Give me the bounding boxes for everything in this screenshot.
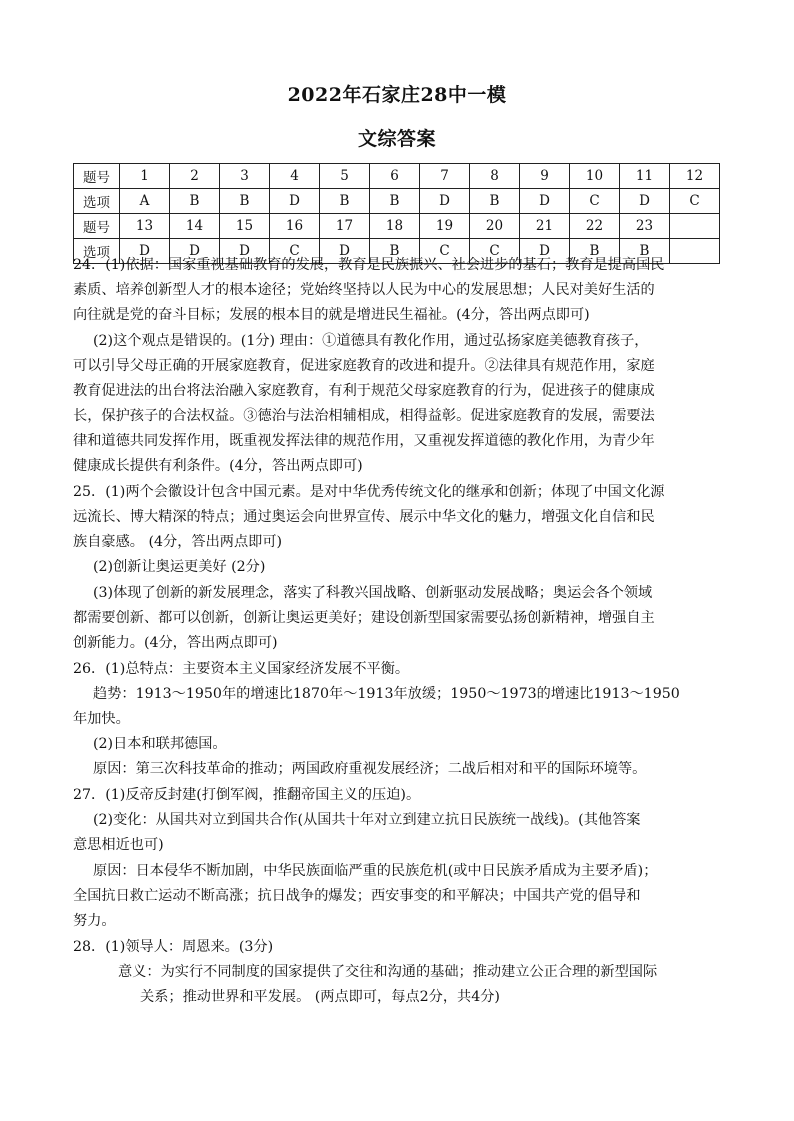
text-line: 创新能力。(4分，答出两点即可)	[73, 635, 278, 651]
table-cell: 17	[320, 214, 370, 239]
table-cell: B	[320, 189, 370, 214]
table-cell: D	[520, 189, 570, 214]
answer-table	[73, 163, 720, 264]
row-label: 题号	[74, 164, 120, 189]
text-line: 远流长、博大精深的特点；通过奥运会向世界宣传、展示中华文化的魅力，增强文化自信和民	[73, 509, 655, 525]
table-cell: 7	[420, 164, 470, 189]
text-line: 长，保护孩子的合法权益。③德治与法治相辅相成，相得益彰。促进家庭教育的发展，需要法	[73, 408, 655, 424]
text-line: 关系；推动世界和平发展。 (两点即可，每点2分，共4分)	[140, 989, 500, 1005]
table-cell: B	[170, 189, 220, 214]
table-cell: 10	[570, 164, 620, 189]
table-cell: 12	[670, 164, 720, 189]
text-line: (2)变化：从国共对立到国共合作(从国共十年对立到建立抗日民族统一战线)。(其他答案	[93, 812, 641, 828]
table-cell: D	[620, 189, 670, 214]
table-cell: 8	[470, 164, 520, 189]
table-cell: B	[220, 189, 270, 214]
page-title: 2022年石家庄28中一模	[287, 84, 507, 106]
text-line: 27．(1)反帝反封建(打倒军阀，推翻帝国主义的压迫)。	[73, 787, 421, 803]
table-cell: 23	[620, 214, 670, 239]
table-cell: B	[370, 189, 420, 214]
table-cell: 16	[270, 214, 320, 239]
table-cell: 18	[370, 214, 420, 239]
table-cell: 22	[570, 214, 620, 239]
text-line: (3)体现了创新的新发展理念，落实了科教兴国战略、创新驱动发展战略；奥运会各个领域	[93, 585, 653, 601]
table-cell	[670, 239, 720, 264]
text-line: 都需要创新、都可以创新，创新让奥运更美好；建设创新型国家需要弘扬创新精神，增强自主	[73, 610, 655, 626]
table-cell: D	[170, 239, 220, 264]
text-line: 年加快。	[73, 711, 130, 727]
table-cell: C	[420, 239, 470, 264]
table-cell: 5	[320, 164, 370, 189]
table-cell: C	[470, 239, 520, 264]
row-label: 选项	[74, 189, 120, 214]
table-row	[74, 214, 720, 239]
text-line: 素质、培养创新型人才的根本途径；党始终坚持以人民为中心的发展思想；人民对美好生活的	[73, 282, 655, 298]
table-cell: C	[670, 189, 720, 214]
table-cell: D	[270, 189, 320, 214]
table-row	[74, 189, 720, 214]
table-cell: 20	[470, 214, 520, 239]
table-cell: D	[220, 239, 270, 264]
table-cell: C	[270, 239, 320, 264]
text-line: 24．(1)依据：国家重视基础教育的发展，教育是民族振兴、社会进步的基石；教育是提高国民	[73, 257, 665, 273]
text-line: 健康成长提供有利条件。(4分，答出两点即可)	[73, 458, 363, 474]
table-cell: D	[420, 189, 470, 214]
table-row	[74, 164, 720, 189]
table-cell: 1	[120, 164, 170, 189]
row-label: 题号	[74, 214, 120, 239]
text-line: 原因：第三次科技革命的推动；两国政府重视发展经济；二战后相对和平的国际环境等。	[93, 761, 647, 777]
table-cell: 2	[170, 164, 220, 189]
table-cell: C	[570, 189, 620, 214]
text-line: 可以引导父母正确的开展家庭教育，促进家庭教育的改进和提升。②法律具有规范作用，家庭	[73, 358, 655, 374]
table-cell: B	[470, 189, 520, 214]
text-line: 25．(1)两个会徽设计包含中国元素。是对中华优秀传统文化的继承和创新；体现了中国文化源	[73, 484, 665, 500]
table-cell: D	[120, 239, 170, 264]
table-cell: D	[320, 239, 370, 264]
table-cell	[670, 214, 720, 239]
text-line: 律和道德共同发挥作用，既重视发挥法律的规范作用，又重视发挥道德的教化作用，为青少年	[73, 433, 655, 449]
text-line: 28．(1)领导人：周恩来。(3分)	[73, 939, 274, 955]
table-cell: 19	[420, 214, 470, 239]
table-cell: 21	[520, 214, 570, 239]
table-cell: B	[370, 239, 420, 264]
table-cell: 11	[620, 164, 670, 189]
table-cell: A	[120, 189, 170, 214]
text-line: 全国抗日救亡运动不断高涨；抗日战争的爆发；西安事变的和平解决；中国共产党的倡导和	[73, 888, 641, 904]
page-subtitle: 文综答案	[357, 128, 436, 150]
row-label: 选项	[74, 239, 120, 264]
text-line: 教育促进法的出台将法治融入家庭教育，有利于规范父母家庭教育的行为，促进孩子的健康成	[73, 383, 655, 399]
text-line: 26．(1)总特点：主要资本主义国家经济发展不平衡。	[73, 661, 410, 677]
text-line: (2)这个观点是错误的。(1分) 理由：①道德具有教化作用，通过弘扬家庭美德教育孩子，	[93, 333, 649, 349]
text-line: 意义：为实行不同制度的国家提供了交往和沟通的基础；推动建立公正合理的新型国际	[118, 964, 658, 980]
table-cell: 15	[220, 214, 270, 239]
text-line: 向往就是党的奋斗目标；发展的根本目的就是增进民生福祉。(4分，答出两点即可)	[73, 307, 590, 323]
table-cell: 3	[220, 164, 270, 189]
table-cell: 13	[120, 214, 170, 239]
text-line: 族自豪感。 (4分，答出两点即可)	[73, 534, 283, 550]
table-cell: B	[620, 239, 670, 264]
text-line: 趋势：1913～1950年的增速比1870年～1913年放缓；1950～1973的增速比1913～1950	[93, 686, 680, 702]
table-cell: 4	[270, 164, 320, 189]
table-cell: 14	[170, 214, 220, 239]
table-cell: B	[570, 239, 620, 264]
table-cell: 6	[370, 164, 420, 189]
text-line: 意思相近也可)	[73, 837, 164, 853]
text-line: (2)日本和联邦德国。	[93, 736, 227, 752]
table-cell: 9	[520, 164, 570, 189]
text-line: (2)创新让奥运更美好 (2分)	[93, 559, 266, 575]
table-cell: D	[520, 239, 570, 264]
text-line: 努力。	[73, 913, 116, 929]
text-line: 原因：日本侵华不断加剧，中华民族面临严重的民族危机(或中日民族矛盾成为主要矛盾)；	[93, 863, 658, 879]
